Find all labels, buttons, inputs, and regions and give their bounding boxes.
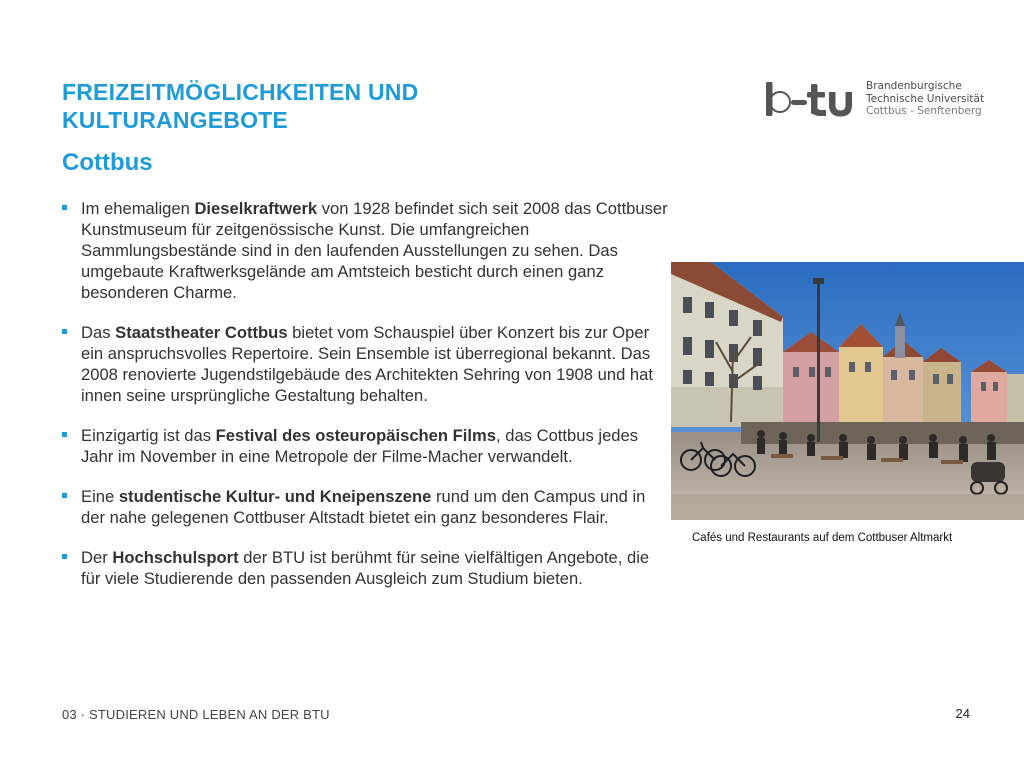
bullet-text-bold: Dieselkraftwerk	[194, 199, 318, 218]
btu-logo	[764, 80, 984, 124]
bullet-text-pre: Einzigartig ist das	[81, 426, 216, 445]
bullet-item	[62, 198, 672, 303]
bullet-item	[62, 425, 672, 467]
bullet-text-post: der BTU ist berühmt für seine vielfältigen Angebote, die für viele Studierende den passenden Ausgleich zum Studium bieten.	[81, 548, 650, 588]
bullet-text-pre: Das	[81, 323, 116, 342]
photo-caption: Cafés und Restaurants auf dem Cottbuser Altmarkt	[692, 532, 953, 544]
bullet-text-bold: Hochschulsport	[112, 548, 239, 567]
bullet-item	[62, 486, 672, 528]
bullet-text-bold: Staatstheater Cottbus	[115, 323, 288, 342]
altmarkt-photo-image	[671, 262, 1024, 520]
slide-title-line2: KULTURANGEBOTE	[62, 107, 288, 133]
bullet-text-pre: Eine	[81, 487, 119, 506]
bullet-square-icon	[62, 432, 67, 437]
bullet-text-pre: Im ehemaligen	[81, 199, 195, 218]
logo-line-2: Technische Universität	[866, 92, 985, 105]
logo-line-3: Cottbus - Senftenberg	[866, 105, 982, 117]
bullet-list	[62, 198, 672, 608]
btu-logo-text	[866, 80, 984, 118]
bullet-item	[62, 547, 672, 589]
page-number: 24	[955, 706, 970, 721]
slide-subtitle: Cottbus	[62, 149, 153, 176]
bullet-square-icon	[62, 205, 67, 210]
bullet-text-post: von 1928 befindet sich seit 2008 das Cottbuser Kunstmuseum für zeitgenössische Kunst. Die umfangreichen Sammlungsbestände sind in den laufenden Ausstellungen zu sehen. Das umgebaute Kraftwerksgelände am Amtsteich besticht durch einen ganz besonderen Charme.	[81, 199, 668, 302]
slide-title-line1: FREIZEITMÖGLICHKEITEN UND	[62, 79, 419, 105]
bullet-text-bold: studentische Kultur- und Kneipenszene	[118, 487, 432, 506]
logo-line-1: Brandenburgische	[866, 80, 962, 92]
bullet-text-post: bietet vom Schauspiel über Konzert bis zur Oper ein anspruchsvolles Repertoire. Sein Ensemble ist überregional bekannt. Das 2008 renovierte Jugendstilgebäude des Architekten Sehring von 1908 und hat innen seine ursprüngliche Gestaltung behalten.	[81, 323, 653, 405]
bullet-item	[62, 322, 672, 406]
bullet-text-pre: Der	[81, 548, 113, 567]
bullet-text-bold: Festival des osteuropäischen Films	[215, 426, 496, 445]
bullet-square-icon	[62, 329, 67, 334]
bullet-square-icon	[62, 554, 67, 559]
btu-logo-mark-icon	[764, 80, 860, 124]
bullet-text-post: , das Cottbus jedes Jahr im November in eine Metropole der Filme-Macher verwandelt.	[81, 426, 639, 466]
altmarkt-photo	[671, 262, 1024, 520]
footer-section-label: 03 · STUDIEREN UND LEBEN AN DER BTU	[62, 707, 330, 722]
bullet-square-icon	[62, 493, 67, 498]
slide-title	[62, 78, 622, 134]
bullet-text-post: rund um den Campus und in der nahe gelegenen Cottbuser Altstadt bietet ein ganz besonderes Flair.	[81, 487, 646, 527]
